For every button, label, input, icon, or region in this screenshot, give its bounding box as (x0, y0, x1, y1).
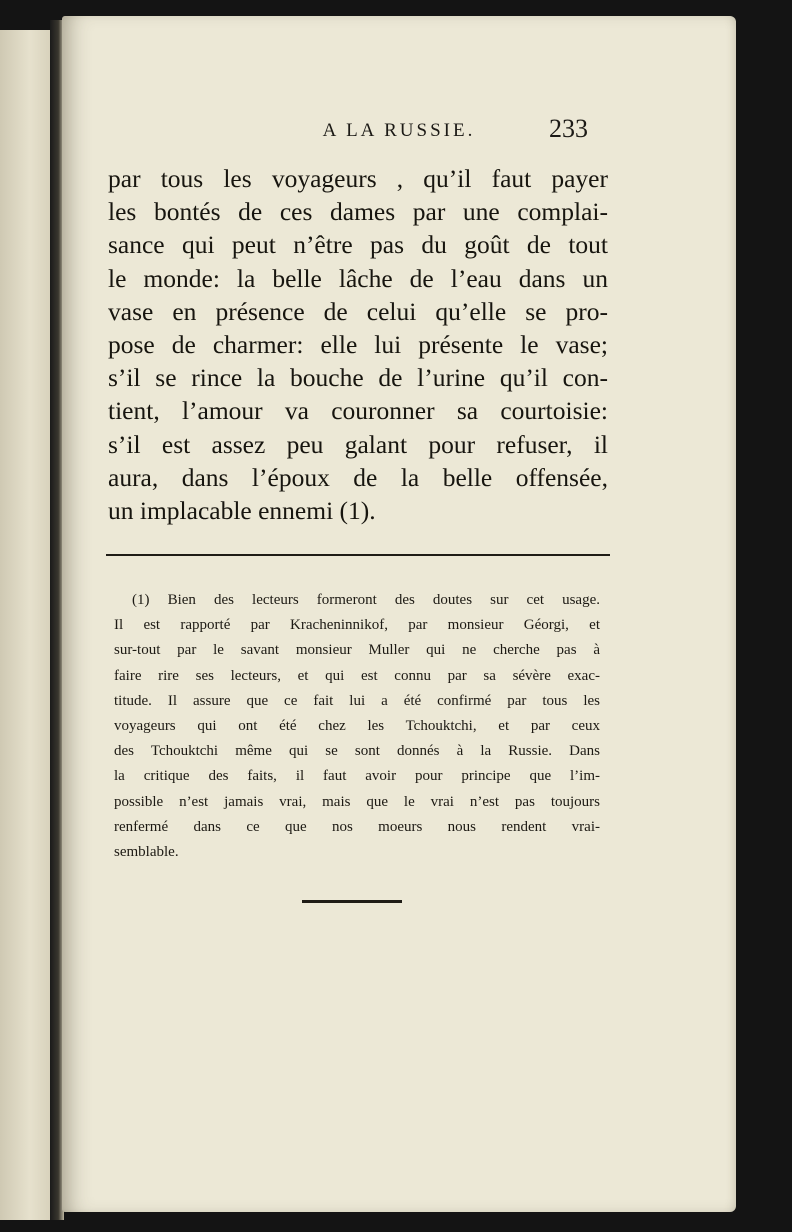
footnote-line: sur-tout par le savant monsieur Muller qui ne cherche pas à (114, 642, 600, 659)
text-line: un implacable ennemi (1). (108, 496, 376, 526)
footnote-line: semblable. (114, 844, 179, 861)
text-line: par tous les voyageurs , qu’il faut payer (108, 164, 608, 193)
footnote-line: la critique des faits, il faut avoir pour principe que l’im- (114, 768, 600, 785)
text-line: le monde: la belle lâche de l’eau dans un (108, 263, 608, 293)
footnote-line: possible n’est jamais vrai, mais que le vrai n’est pas toujours (114, 793, 600, 810)
text-line: vase en présence de celui qu’elle se pro- (108, 296, 608, 326)
page-header (62, 114, 736, 154)
footnote (114, 588, 600, 865)
footnote-line: Il est rapporté par Kracheninnikof, par monsieur Géorgi, et (114, 617, 600, 634)
text-line: s’il se rince la bouche de l’urine qu’il con- (108, 363, 608, 393)
footnote-line: voyageurs qui ont été chez les Tchouktchi, et par ceux (114, 718, 600, 735)
page-number: 233 (549, 114, 588, 143)
footnote-line: faire rire ses lecteurs, et qui est connu par sa sévère exac- (114, 667, 600, 684)
text-line: pose de charmer: elle lui présente le vase; (108, 330, 608, 360)
text-line: s’il est assez peu galant pour refuser, il (108, 429, 608, 459)
footnote-line: titude. Il assure que ce fait lui a été confirmé par tous les (114, 692, 600, 709)
facing-page-edge (0, 30, 52, 1220)
text-line: tient, l’amour va couronner sa courtoisie: (108, 396, 608, 426)
running-head: A LA RUSSIE. (322, 120, 476, 141)
footnote-separator (106, 554, 610, 556)
text-line: les bontés de ces dames par une complai- (108, 197, 608, 227)
footnote-line: des Tchouktchi même qui se sont donnés à la Russie. Dans (114, 743, 600, 760)
footnote-line: (1) Bien des lecteurs formeront des doutes sur cet usage. (132, 592, 600, 608)
text-line: aura, dans l’époux de la belle offensée, (108, 462, 608, 492)
book-page (62, 16, 736, 1212)
end-ornament-rule (302, 900, 402, 903)
main-text (108, 162, 608, 527)
footnote-line: renfermé dans ce que nos moeurs nous rendent vrai- (114, 818, 600, 835)
text-line: sance qui peut n’être pas du goût de tout (108, 230, 608, 260)
